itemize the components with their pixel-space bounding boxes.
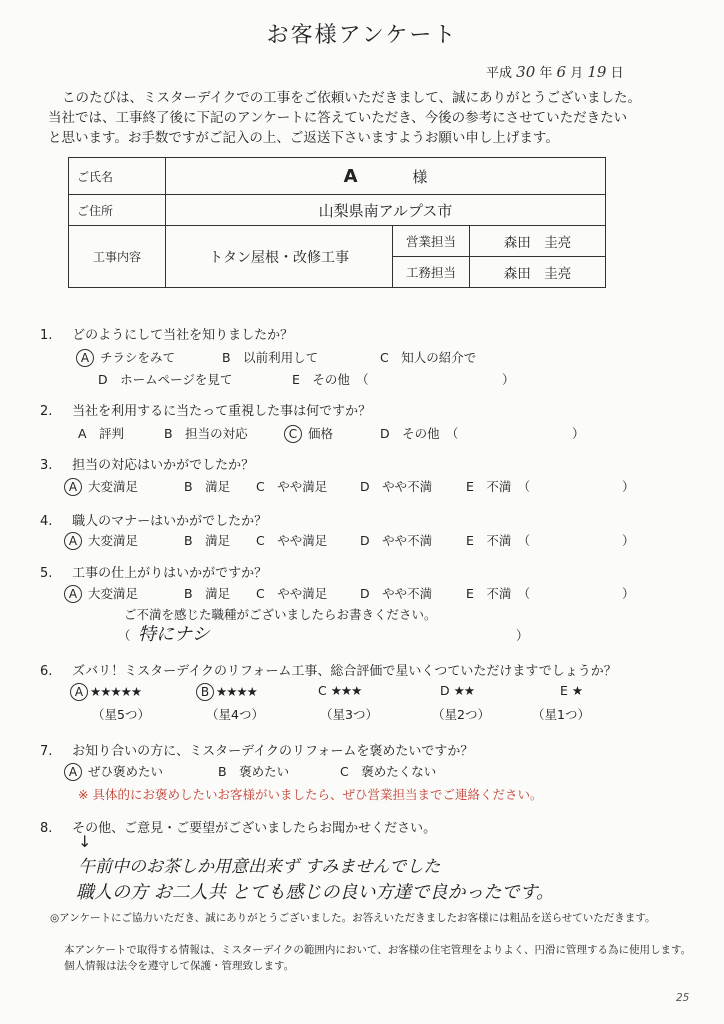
- date-month-label: 月: [570, 66, 584, 81]
- q5-number: 5.: [40, 566, 53, 581]
- intro-text: [48, 88, 698, 148]
- q1-option-a-text: チラシをみて: [99, 350, 175, 365]
- q7-option-a-text: ぜひ褒めたい: [87, 764, 163, 779]
- selected-circle: A: [64, 478, 82, 496]
- date-era: 平成: [486, 66, 513, 81]
- q8-text: その他、ご意見・ご要望がございましたらお聞かせください。: [72, 821, 437, 836]
- q1-option-d[interactable]: D ホームページを見て: [98, 372, 233, 387]
- q2-option-d[interactable]: D その他 （: [380, 426, 459, 441]
- q1-option-e[interactable]: E その他 （: [292, 372, 369, 387]
- question-8: [40, 817, 436, 836]
- footer-privacy-2: 個人情報は法令を遵守して保護・管理致します。: [64, 960, 295, 972]
- footer-privacy-1: 本アンケートで取得する情報は、ミスターデイクの範囲内において、お客様の住宅管理をよりよく、円滑に管理する為に使用します。: [64, 944, 692, 956]
- q5-option-c[interactable]: C やや満足: [256, 586, 328, 601]
- q6-option-b-label: （星4つ）: [206, 707, 264, 722]
- q2-number: 2.: [40, 404, 53, 419]
- sales-label: 営業担当: [393, 226, 470, 257]
- q5-sub-text: ご不満を感じた職種がございましたらお書きください。: [124, 607, 437, 622]
- star-rating: ★★★★: [216, 684, 257, 699]
- question-4: [40, 510, 267, 529]
- selected-circle: C: [284, 425, 302, 443]
- q1-close: ）: [502, 372, 515, 387]
- q6-option-d-label: （星2つ）: [432, 707, 490, 722]
- q6-option-e[interactable]: [560, 683, 582, 698]
- selected-circle: A: [76, 349, 94, 367]
- name-label: ご氏名: [69, 158, 166, 195]
- date-day: 19: [587, 63, 607, 81]
- q8-handwritten-line-2[interactable]: 職人の方 お二人共 とても感じの良い方達で良かったです。: [76, 882, 555, 903]
- q3-close: ）: [622, 479, 635, 494]
- selected-circle: A: [64, 585, 82, 603]
- selected-circle: A: [64, 763, 82, 781]
- date-year-label: 年: [539, 66, 553, 81]
- q3-option-d[interactable]: D やや不満: [360, 479, 433, 494]
- q4-text: 職人のマナーはいかがでしたか？: [72, 514, 268, 529]
- q5-option-e[interactable]: E 不満 （: [466, 586, 531, 601]
- q4-option-d[interactable]: D やや不満: [360, 533, 433, 548]
- q2-option-a[interactable]: A 評判: [78, 426, 125, 441]
- q8-number: 8.: [40, 821, 53, 836]
- selected-circle: A: [70, 683, 88, 701]
- q2-text: 当社を利用するに当たって重視した事は何ですか？: [72, 404, 372, 419]
- q7-number: 7.: [40, 744, 53, 759]
- q4-number: 4.: [40, 514, 53, 529]
- question-2: [40, 400, 371, 419]
- star-rating: ★★★: [330, 683, 362, 698]
- q6-option-c[interactable]: [318, 683, 361, 698]
- work-value: トタン屋根・改修工事: [166, 226, 393, 288]
- name-cell: [166, 158, 606, 195]
- q6-option-c-label: （星3つ）: [320, 707, 378, 722]
- selected-circle: B: [196, 683, 214, 701]
- q4-option-c[interactable]: C やや満足: [256, 533, 328, 548]
- q6-option-e-label: （星1つ）: [532, 707, 590, 722]
- q5-close: ）: [622, 586, 635, 601]
- q8-handwritten-line-1[interactable]: 午前中のお茶しか用意出来ず すみませんでした: [78, 857, 441, 877]
- q6-option-b[interactable]: [196, 683, 257, 701]
- q1-text: どのようにして当社を知りましたか？: [72, 328, 294, 343]
- works-label: 工務担当: [393, 257, 470, 288]
- q6-option-c-letter: C: [318, 683, 327, 698]
- q5-sub-open: （: [118, 628, 131, 643]
- q2-option-b[interactable]: B 担当の対応: [164, 426, 248, 441]
- intro-line: と思います。お手数ですがご記入の上、ご返送下さいますようお願い申し上げます。: [48, 130, 559, 146]
- date-year: 30: [516, 63, 536, 81]
- name-value: A: [343, 165, 358, 187]
- q5-option-d[interactable]: D やや不満: [360, 586, 433, 601]
- q7-option-c[interactable]: C 褒めたくない: [340, 764, 437, 779]
- q3-option-a-text: 大変満足: [87, 479, 138, 494]
- page-title: お客様アンケート: [266, 23, 458, 48]
- address-label: ご住所: [69, 195, 166, 226]
- question-7: [40, 740, 473, 759]
- q2-option-c-text: 価格: [307, 426, 333, 441]
- q4-close: ）: [622, 533, 635, 548]
- q4-option-a-text: 大変満足: [87, 533, 138, 548]
- star-rating: ★★: [453, 683, 475, 698]
- q6-option-d[interactable]: [440, 683, 474, 698]
- q6-option-e-letter: E: [560, 683, 568, 698]
- q6-number: 6.: [40, 664, 53, 679]
- q6-option-a[interactable]: [70, 683, 141, 701]
- question-3: [40, 454, 254, 473]
- question-5: [40, 562, 267, 581]
- sales-value: 森田 圭亮: [470, 226, 606, 257]
- q1-option-a[interactable]: [76, 348, 175, 367]
- q6-option-d-letter: D: [440, 683, 450, 698]
- q3-option-b[interactable]: B 満足: [184, 479, 231, 494]
- q2-option-c[interactable]: [284, 424, 333, 443]
- q2-close: ）: [572, 426, 585, 441]
- q5-text: 工事の仕上がりはいかがですか？: [72, 566, 268, 581]
- q5-handwritten-answer[interactable]: 特にナシ: [138, 624, 210, 645]
- q1-option-c[interactable]: C 知人の紹介で: [380, 350, 477, 365]
- work-label: 工事内容: [69, 226, 166, 288]
- footer-thanks: ◎アンケートにご協力いただき、誠にありがとうございました。お答えいただきましたお客様には粗品を送らせていただきます。: [50, 912, 656, 924]
- survey-date: [486, 62, 624, 81]
- q3-number: 3.: [40, 458, 53, 473]
- q7-text: お知り合いの方に、ミスターデイクのリフォームを褒めたいですか？: [72, 744, 474, 759]
- star-rating: ★: [571, 683, 583, 698]
- address-value: 山梨県南アルプス市: [166, 195, 606, 226]
- selected-circle: A: [64, 532, 82, 550]
- date-month: 6: [556, 63, 567, 81]
- q3-text: 担当の対応はいかがでしたか？: [72, 458, 255, 473]
- works-value: 森田 圭亮: [470, 257, 606, 288]
- q7-option-b[interactable]: B 褒めたい: [218, 764, 290, 779]
- customer-info-table: [68, 157, 606, 288]
- question-6: [40, 660, 617, 679]
- q6-text: ズバリ！ミスターデイクのリフォーム工事、総合評価で星いくつていただけますでしょうか？: [72, 664, 617, 679]
- q5-option-b[interactable]: B 満足: [184, 586, 231, 601]
- down-arrow-icon: ↓: [78, 832, 92, 851]
- date-day-label: 日: [610, 66, 624, 81]
- q4-option-b[interactable]: B 満足: [184, 533, 231, 548]
- q1-number: 1.: [40, 328, 53, 343]
- q5-option-a[interactable]: [64, 584, 138, 603]
- q4-option-a[interactable]: [64, 531, 138, 550]
- intro-line: このたびは、ミスターデイクでの工事をご依頼いただきまして、誠にありがとうございました。: [62, 90, 642, 106]
- page-number: 25: [676, 992, 690, 1004]
- q7-note: ※ 具体的にお褒めしたいお客様がいましたら、ぜひ営業担当までご連絡ください。: [78, 787, 543, 802]
- q5-sub-close: ）: [516, 628, 529, 643]
- q3-option-a[interactable]: [64, 477, 138, 496]
- q6-option-a-label: （星5つ）: [92, 707, 150, 722]
- q3-option-c[interactable]: C やや満足: [256, 479, 328, 494]
- q5-option-a-text: 大変満足: [87, 586, 138, 601]
- name-suffix: 様: [412, 167, 428, 186]
- q1-option-b[interactable]: B 以前利用して: [222, 350, 319, 365]
- star-rating: ★★★★★: [90, 684, 142, 699]
- q3-option-e[interactable]: E 不満 （: [466, 479, 531, 494]
- q7-option-a[interactable]: [64, 762, 163, 781]
- q4-option-e[interactable]: E 不満 （: [466, 533, 531, 548]
- question-1: [40, 324, 293, 343]
- intro-line: 当社では、工事終了後に下記のアンケートに答えていただき、今後の参考にさせていただきたい: [48, 110, 628, 126]
